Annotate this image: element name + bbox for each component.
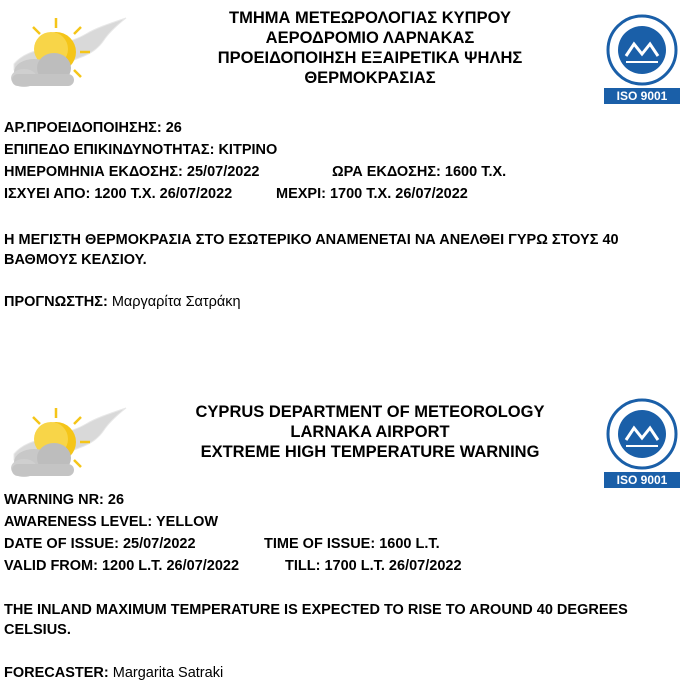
greek-title-line: ΑΕΡΟΔΡΟΜΙΟ ΛΑΡΝΑΚΑΣ xyxy=(265,29,475,47)
warning-number: WARNING NR: 26 xyxy=(4,492,125,508)
warning-message: THE INLAND MAXIMUM TEMPERATURE IS EXPECTED TO RISE TO AROUND 40 DEGREES CELSIUS. xyxy=(4,602,628,638)
forecaster-label: FORECASTER: xyxy=(4,665,109,681)
forecaster-name: Margarita Satraki xyxy=(112,665,224,681)
forecaster-label: ΠΡΟΓΝΩΣΤΗΣ: xyxy=(4,294,108,310)
iso-9001-badge-icon xyxy=(596,398,688,490)
iso-9001-badge-icon xyxy=(596,14,688,106)
awareness-level: AWARENESS LEVEL: YELLOW xyxy=(4,514,219,530)
weather-logo-icon xyxy=(4,402,130,482)
forecaster xyxy=(4,663,223,683)
greek-title xyxy=(140,8,600,88)
warning-number: ΑΡ.ΠΡΟΕΙΔΟΠΟΙΗΣΗΣ: 26 xyxy=(4,120,182,136)
english-title-line: EXTREME HIGH TEMPERATURE WARNING xyxy=(200,443,540,461)
iso-label: ISO 9001 xyxy=(616,89,668,103)
warning-message: Η ΜΕΓΙΣΤΗ ΘΕΡΜΟΚΡΑΣΙΑ ΣΤΟ ΕΣΩΤΕΡΙΚΟ ΑΝΑΜΕΝΕΤΑΙ ΝΑ ΑΝΕΛΘΕΙ ΓΥΡΩ ΣΤΟΥΣ 40 ΒΑΘΜΟΥΣ ΚΕΛΣΙΟΥ. xyxy=(4,232,619,268)
date-of-issue: ΗΜΕΡΟΜΗΝΙΑ ΕΚΔΟΣΗΣ: 25/07/2022 xyxy=(4,164,260,180)
forecaster xyxy=(4,292,241,312)
english-title xyxy=(140,402,600,462)
forecaster-name: Μαργαρίτα Σατράκη xyxy=(111,294,241,310)
english-title-line: CYPRUS DEPARTMENT OF METEOROLOGY xyxy=(195,403,545,421)
greek-title-line: ΠΡΟΕΙΔΟΠΟΙΗΣΗ ΕΞΑΙΡΕΤΙΚΑ ΨΗΛΗΣ xyxy=(217,49,523,67)
valid-till: TILL: 1700 L.T. 26/07/2022 xyxy=(285,558,462,574)
english-title-line: LARNAKA AIRPORT xyxy=(290,423,450,441)
date-of-issue: DATE OF ISSUE: 25/07/2022 xyxy=(4,536,196,552)
time-of-issue: TIME OF ISSUE: 1600 L.T. xyxy=(264,536,440,552)
weather-logo-icon xyxy=(4,12,130,92)
valid-till: ΜΕΧΡΙ: 1700 Τ.Χ. 26/07/2022 xyxy=(276,186,468,202)
greek-warning-section xyxy=(0,0,700,340)
greek-title-line: ΘΕΡΜΟΚΡΑΣΙΑΣ xyxy=(304,69,436,87)
greek-title-line: ΤΜΗΜΑ ΜΕΤΕΩΡΟΛΟΓΙΑΣ ΚΥΠΡΟΥ xyxy=(229,9,511,27)
english-warning-section xyxy=(0,392,700,691)
awareness-level: ΕΠΙΠΕΔΟ ΕΠΙΚΙΝΔΥΝΟΤΗΤΑΣ: ΚΙΤΡΙΝΟ xyxy=(4,142,278,158)
time-of-issue: ΩΡΑ ΕΚΔΟΣΗΣ: 1600 Τ.Χ. xyxy=(332,164,507,180)
iso-label: ISO 9001 xyxy=(616,473,668,487)
valid-from: VALID FROM: 1200 L.T. 26/07/2022 xyxy=(4,558,240,574)
valid-from: ΙΣΧΥΕΙ ΑΠΟ: 1200 Τ.Χ. 26/07/2022 xyxy=(4,186,233,202)
